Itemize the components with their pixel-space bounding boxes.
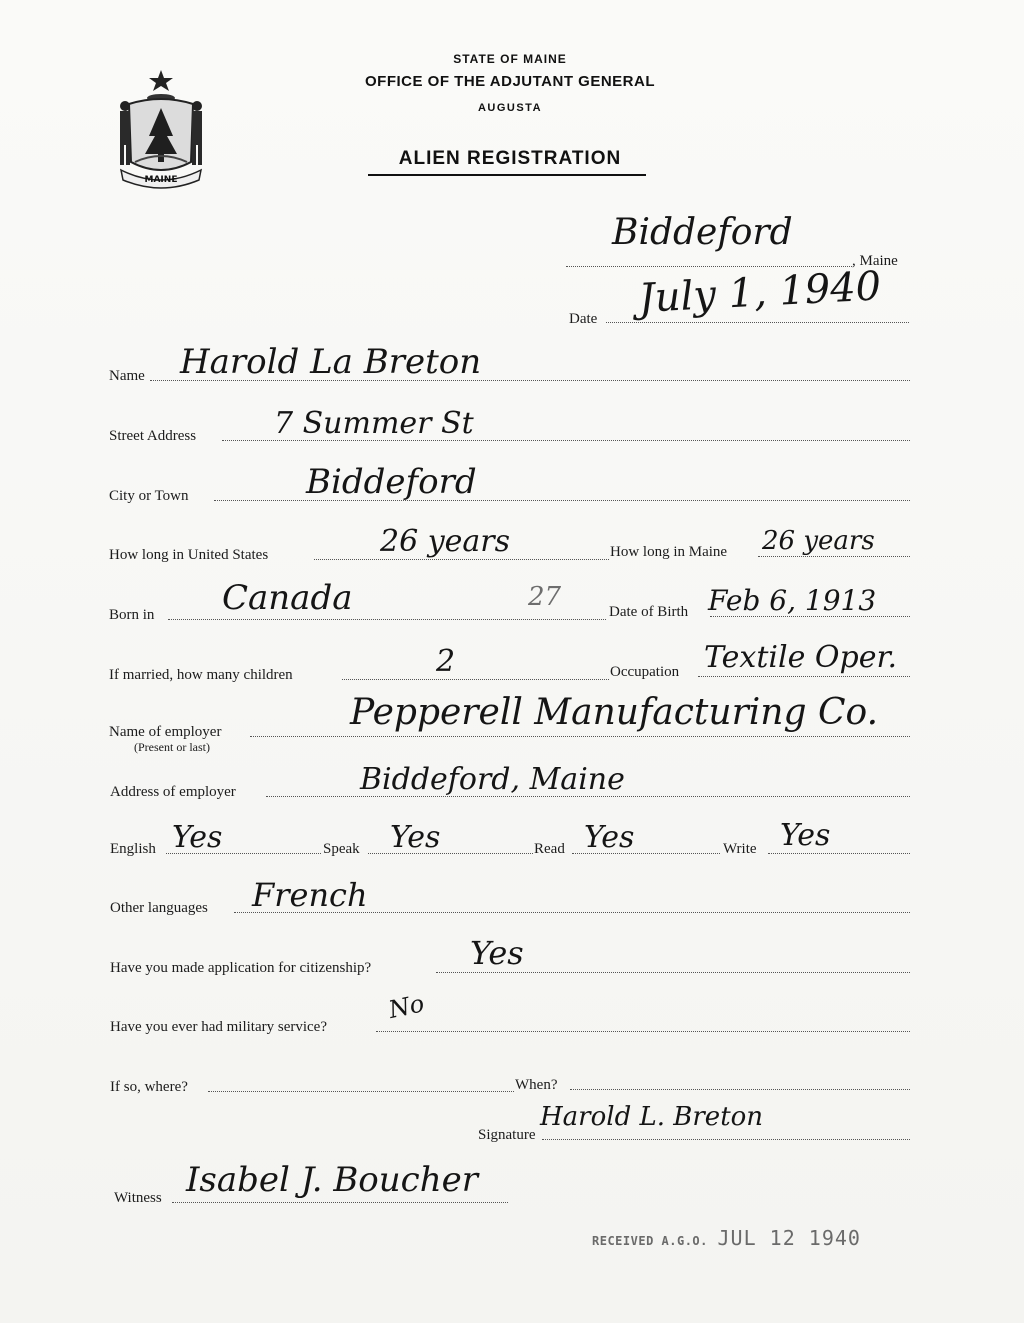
employer-address-entry: Biddeford, Maine	[360, 762, 625, 797]
maine-state-seal-icon	[110, 66, 212, 190]
write-label: Write	[723, 841, 757, 857]
citizenship-label: Have you made application for citizenship?	[110, 960, 372, 976]
write-field-line[interactable]	[768, 853, 910, 854]
born-in-entry: Canada	[222, 578, 353, 618]
witness-entry: Isabel J. Boucher	[186, 1160, 478, 1200]
military-field-line[interactable]	[376, 1031, 910, 1032]
date-label: Date	[569, 311, 598, 327]
children-entry: 2	[436, 644, 456, 679]
signature-field-line[interactable]	[542, 1139, 910, 1140]
seal-banner-text: MAINE	[144, 175, 178, 185]
write-entry: Yes	[780, 818, 831, 853]
other-languages-label: Other languages	[110, 900, 208, 916]
english-label: English	[110, 841, 156, 857]
date-field-line[interactable]	[606, 322, 909, 323]
speak-label: Speak	[323, 841, 360, 857]
header-city: AUGUSTA	[477, 102, 543, 114]
signature-entry: Harold L. Breton	[540, 1102, 764, 1132]
years-maine-field-line[interactable]	[758, 556, 910, 557]
received-stamp	[592, 1226, 861, 1250]
dob-entry: Feb 6, 1913	[708, 584, 877, 617]
employer-entry: Pepperell Manufacturing Co.	[350, 692, 879, 733]
english-entry: Yes	[172, 820, 223, 855]
children-field-line[interactable]	[342, 679, 609, 680]
read-label: Read	[534, 841, 565, 857]
born-in-field-line[interactable]	[168, 619, 606, 620]
when-label: When?	[515, 1077, 558, 1093]
street-address-label: Street Address	[109, 428, 197, 444]
city-entry: Biddeford	[306, 462, 477, 502]
received-stamp-label: RECEIVED A.G.O.	[592, 1234, 708, 1248]
place-suffix-label: , Maine	[852, 253, 898, 269]
years-us-entry: 26 years	[380, 524, 511, 559]
born-in-label: Born in	[109, 607, 155, 623]
name-entry: Harold La Breton	[180, 342, 482, 382]
years-us-field-line[interactable]	[314, 559, 609, 560]
years-us-label: How long in United States	[109, 547, 269, 563]
age-note-entry: 27	[528, 582, 562, 612]
speak-entry: Yes	[390, 820, 441, 855]
city-label: City or Town	[109, 488, 189, 504]
employer-address-label: Address of employer	[110, 784, 236, 800]
header-office: OFFICE OF THE ADJUTANT GENERAL	[365, 73, 655, 90]
date-entry: July 1, 1940	[637, 263, 883, 322]
signature-label: Signature	[478, 1127, 536, 1143]
street-address-entry: 7 Summer St	[274, 406, 474, 441]
occupation-entry: Textile Oper.	[704, 640, 898, 675]
other-languages-entry: French	[252, 876, 368, 914]
children-label: If married, how many children	[109, 667, 293, 683]
header-state: STATE OF MAINE	[453, 52, 567, 66]
received-stamp-date: JUL 12 1940	[717, 1226, 861, 1250]
where-field-line[interactable]	[208, 1091, 514, 1092]
military-label: Have you ever had military service?	[110, 1019, 327, 1035]
citizenship-entry: Yes	[470, 934, 524, 972]
where-label: If so, where?	[110, 1079, 188, 1095]
witness-label: Witness	[114, 1190, 162, 1206]
read-entry: Yes	[584, 820, 635, 855]
when-field-line[interactable]	[570, 1089, 910, 1090]
employer-label: Name of employer	[109, 724, 222, 740]
occupation-label: Occupation	[610, 664, 680, 680]
dob-label: Date of Birth	[609, 604, 689, 620]
military-entry: No	[386, 989, 427, 1024]
place-entry: Biddeford	[612, 212, 793, 253]
employer-field-line[interactable]	[250, 736, 910, 737]
name-label: Name	[109, 368, 145, 384]
title-underline	[368, 174, 646, 176]
occupation-field-line[interactable]	[698, 676, 910, 677]
years-maine-label: How long in Maine	[610, 544, 728, 560]
employer-sublabel: (Present or last)	[134, 740, 210, 754]
years-maine-entry: 26 years	[762, 526, 875, 556]
citizenship-field-line[interactable]	[436, 972, 910, 973]
witness-field-line[interactable]	[172, 1202, 508, 1203]
form-title: ALIEN REGISTRATION	[398, 148, 622, 169]
